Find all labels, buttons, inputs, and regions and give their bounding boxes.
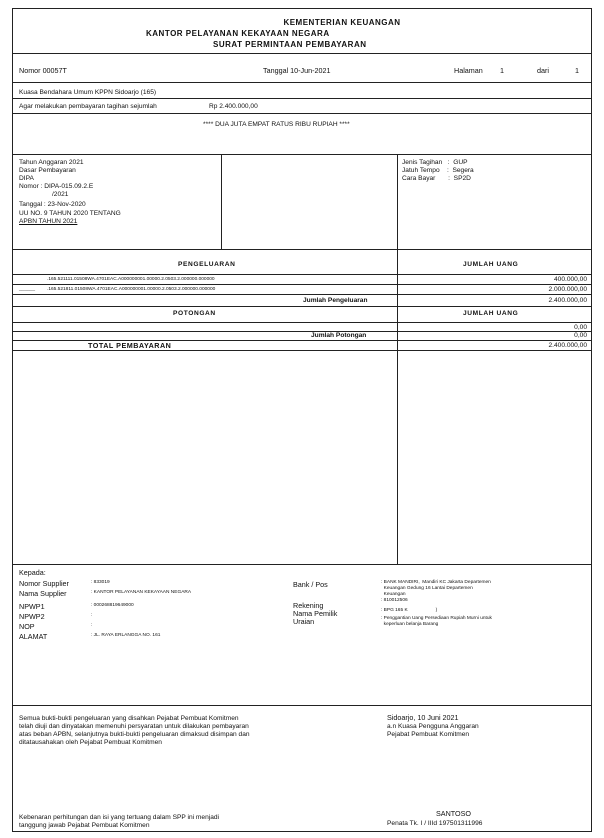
fiscal-year: Tahun Anggaran 2021 <box>19 159 84 166</box>
divider <box>13 705 591 706</box>
supplier-number-label: Nomor Supplier <box>19 579 69 588</box>
expenditure-code: .165.521111.01508WA.4701EAC.A000000001.00000.2.0503.2.000000.000000 <box>47 277 215 282</box>
responsibility-line: Kebenaran perhitungan dan isi yang tertuang dalam SPP ini menjadi <box>19 814 220 821</box>
deduction-total: 0,00 <box>574 332 587 339</box>
account-label: Rekening <box>293 601 324 610</box>
document-title: SURAT PERMINTAAN PEMBAYARAN <box>213 40 367 49</box>
expenditure-code-prefix: ______ <box>19 287 36 292</box>
recipient-title: Kepada: <box>19 568 46 577</box>
spp-document <box>12 8 592 832</box>
page-label: Halaman <box>454 66 483 75</box>
divider <box>13 249 591 250</box>
bank-line: Keuangan Gedung 16 Lantai Departemen <box>381 586 473 591</box>
page-of-label: dari <box>537 66 549 75</box>
statement-line: atas beban APBN, selanjutnya bukti-bukti pengeluaran dimaksud disimpan dan <box>19 731 250 738</box>
divider <box>13 564 591 565</box>
document-number: Nomor 00057T <box>19 66 67 75</box>
npwp1: : 000268819649000 <box>91 603 134 608</box>
nop: : <box>91 623 93 628</box>
divider <box>13 98 591 99</box>
bank-line: Keuangan <box>381 592 406 597</box>
dipa-number-cont: /2021 <box>19 191 69 198</box>
grand-total-amount: 2.400.000,00 <box>548 342 587 349</box>
expenditure-amount: 2.000.000,00 <box>548 286 587 293</box>
bank-line: : BANK MANDIRI, Mandiri KC Jakarta Departemen <box>381 580 491 585</box>
signer-name: SANTOSO <box>436 809 472 818</box>
dipa-date: Tanggal : 23-Nov-2020 <box>19 201 86 208</box>
divider <box>221 154 222 249</box>
page-total: 1 <box>575 66 579 75</box>
deduction-amount: 0,00 <box>574 324 587 331</box>
statement-line: Semua bukti-bukti pengeluaran yang disahkan Pejabat Pembuat Komitmen <box>19 715 239 722</box>
page-number: 1 <box>500 66 504 75</box>
expenditure-amount: 400.000,00 <box>553 276 587 283</box>
description-label: Uraian <box>293 617 315 626</box>
request-label: Agar melakukan pembayaran tagihan sejumlah <box>19 103 157 110</box>
divider <box>13 294 591 295</box>
kuasa-bendahara: Kuasa Bendahara Umum KPPN Sidoarjo (165) <box>19 89 157 96</box>
divider <box>13 306 591 307</box>
address-label: ALAMAT <box>19 632 48 641</box>
payment-basis: Dasar Pembayaran <box>19 167 76 174</box>
account-number: : 810012506 <box>381 598 408 603</box>
owner-label: Nama Pemilik <box>293 609 338 618</box>
dipa-label: DIPA <box>19 175 34 182</box>
divider <box>13 53 591 54</box>
deduction-total-label: Jumlah Potongan <box>311 332 367 339</box>
expenditure-amount-header: JUMLAH UANG <box>463 261 519 268</box>
divider <box>397 340 398 564</box>
supplier-name-label: Nama Supplier <box>19 589 67 598</box>
dipa-number: Nomor : DIPA-015.09.2.E <box>19 183 94 190</box>
signer-role: a.n Kuasa Pengguna Anggaran <box>387 723 479 730</box>
office-title: KANTOR PELAYANAN KEKAYAAN NEGARA <box>146 29 330 38</box>
divider <box>13 154 591 155</box>
amount-in-words: **** DUA JUTA EMPAT RATUS RIBU RUPIAH **** <box>203 121 350 128</box>
divider <box>13 322 591 323</box>
account-owner: : BPG 165 K ) <box>381 608 438 613</box>
legal-basis: UU NO. 9 TAHUN 2020 TENTANG <box>19 210 121 217</box>
divider <box>13 113 591 114</box>
npwp1-label: NPWP1 <box>19 602 45 611</box>
nop-label: NOP <box>19 622 35 631</box>
bill-type: Jenis Tagihan : GUP <box>402 159 468 166</box>
description-line: keperluan belanja Barang <box>381 622 439 627</box>
deduction-amount-header: JUMLAH UANG <box>463 310 519 317</box>
address: : JL. RAYA ERLANGGA NO. 161 <box>91 633 161 638</box>
divider <box>13 274 591 275</box>
expenditure-code: .165.521811.01508WA.4701EAC.A000000001.00000.2.0503.2.000000.000000 <box>47 287 216 292</box>
signer-rank: Penata Tk. I / IIId 197501311996 <box>387 820 483 827</box>
legal-basis-cont: APBN TAHUN 2021 <box>19 218 78 225</box>
divider <box>13 350 591 351</box>
divider <box>397 154 398 249</box>
npwp2: : <box>91 613 93 618</box>
divider <box>13 331 591 332</box>
document-date: Tanggal 10-Jun-2021 <box>263 66 331 75</box>
responsibility-line: tanggung jawab Pejabat Pembuat Komitmen <box>19 822 150 829</box>
ministry-title: KEMENTERIAN KEUANGAN <box>283 18 401 27</box>
npwp2-label: NPWP2 <box>19 612 45 621</box>
deduction-header: POTONGAN <box>173 310 216 317</box>
grand-total-label: TOTAL PEMBAYARAN <box>88 341 172 350</box>
statement-line: ditatausahakan oleh Pejabat Pembuat Komitmen <box>19 739 162 746</box>
due-date: Jatuh Tempo : Segera <box>402 167 474 174</box>
signer-role: Pejabat Pembuat Komitmen <box>387 731 470 738</box>
request-amount: Rp 2.400.000,00 <box>209 103 258 110</box>
bank-label: Bank / Pos <box>293 580 328 589</box>
description-line: : Penggantian Uang Persediaan Rupiah Murni untuk <box>381 616 492 621</box>
supplier-name: : KANTOR PELAYANAN KEKAYAAN NEGARA <box>91 590 192 595</box>
divider <box>13 284 591 285</box>
place-date: Sidoarjo, 10 Juni 2021 <box>387 713 459 722</box>
expenditure-total-label: Jumlah Pengeluaran <box>303 297 368 304</box>
statement-line: telah diuji dan dinyatakan memenuhi persyaratan untuk dilakukan pembayaran <box>19 723 249 730</box>
payment-method: Cara Bayar : SP2D <box>402 175 471 182</box>
divider <box>13 82 591 83</box>
supplier-number: : 833019 <box>91 580 110 585</box>
expenditure-header: PENGELUARAN <box>178 261 236 268</box>
expenditure-total: 2.400.000,00 <box>548 297 587 304</box>
